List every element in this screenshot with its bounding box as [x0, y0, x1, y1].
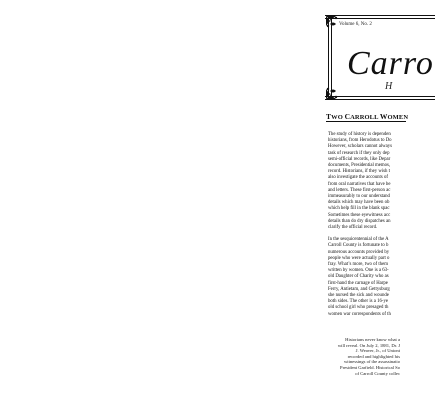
article-text-line: record. Historians, if they wish t — [328, 169, 390, 175]
article-paragraph-1 — [328, 132, 400, 231]
masthead-subtitle: H — [385, 81, 393, 92]
article-text-line: immeasurably to our understand — [328, 194, 390, 200]
article-text-line: and letters. These first-person ac — [328, 187, 391, 193]
article-text-line: The study of history is dependen — [328, 132, 391, 137]
masthead — [325, 15, 435, 100]
article-text-line: historians, from Herodotus to Do — [328, 138, 392, 144]
sidebar-text-line: President Garfield. Historical So — [340, 364, 400, 370]
article-text-line: she nursed the sick and wounde — [328, 293, 389, 299]
article-text-line: However, scholars cannot always — [328, 144, 393, 150]
article-text-line: Carroll County is fortunate to b — [328, 243, 389, 249]
volume-issue: Volume 6, No. 2 — [339, 22, 372, 27]
headline-rest-3: OMEN — [387, 114, 409, 121]
article-text-line: which help fill in the blank spac — [328, 206, 390, 212]
sidebar-text-line: of Carroll County collec — [355, 370, 400, 376]
article-body — [328, 132, 400, 324]
article-text-line: from oral narratives that have be — [328, 181, 391, 187]
sidebar-text-line: recorded and highlighted his — [347, 353, 400, 359]
article-text-line: semi-official records, like Depar — [328, 156, 391, 162]
sidebar-text-line: witnessings of the assassinatio — [343, 359, 400, 365]
article-text-line: documents, Presidential memos, — [328, 163, 391, 169]
headline-rule — [326, 121, 406, 122]
sidebar-text-line: will reveal. On July 2, 1881, Dr. J — [337, 342, 400, 348]
article-text-line: people who were actually part o — [328, 255, 390, 261]
headline-rest-1: WO — [331, 114, 345, 121]
masthead-title: Carro — [347, 45, 434, 82]
ornament-corner-bottom-left-icon — [325, 78, 347, 100]
article-text-line: In the sesquicentennial of the A — [328, 237, 389, 243]
sidebar-text-line: Historians never know what a — [345, 337, 400, 342]
article-headline — [326, 112, 408, 121]
article-text-line: details than do dry dispatches an — [328, 218, 391, 224]
article-text-line: old Daughter of Charity who as — [328, 274, 389, 280]
article-text-line: written by women. One is a 63- — [328, 268, 389, 274]
article-text-line: Ferry, Antietam, and Gettysburg — [328, 286, 390, 292]
article-text-line: first-hand the carnage of Harpe — [328, 280, 388, 286]
article-text-line: clarify the official record. — [328, 225, 378, 231]
article-text-line: details which may have been ob — [328, 200, 390, 206]
headline-cap-1: T — [326, 112, 332, 121]
sidebar-note — [325, 337, 400, 376]
article-text-line: both sides. The other is a 16-ye — [328, 299, 388, 305]
article-text-line: also investigate the accounts of — [328, 175, 388, 181]
article-text-line: task of research if they only dep — [328, 150, 390, 156]
sidebar-text-line: J. Weaver, Jr., of Uniont — [355, 348, 400, 354]
article-text-line: old school girl who presaged th — [328, 305, 389, 311]
article-paragraph-2 — [328, 237, 400, 318]
article-text-line: numerous accounts provided by — [328, 249, 390, 255]
headline-rest-2: ARROLL — [350, 114, 380, 121]
headline-cap-2: C — [344, 112, 351, 121]
article-text-line: fray. What’s more, two of them — [328, 262, 388, 268]
headline-cap-3: W — [379, 112, 388, 121]
article-text-line: Sometimes these eyewitness acc — [328, 212, 391, 218]
article-text-line: women war correspondents of th — [328, 311, 391, 317]
